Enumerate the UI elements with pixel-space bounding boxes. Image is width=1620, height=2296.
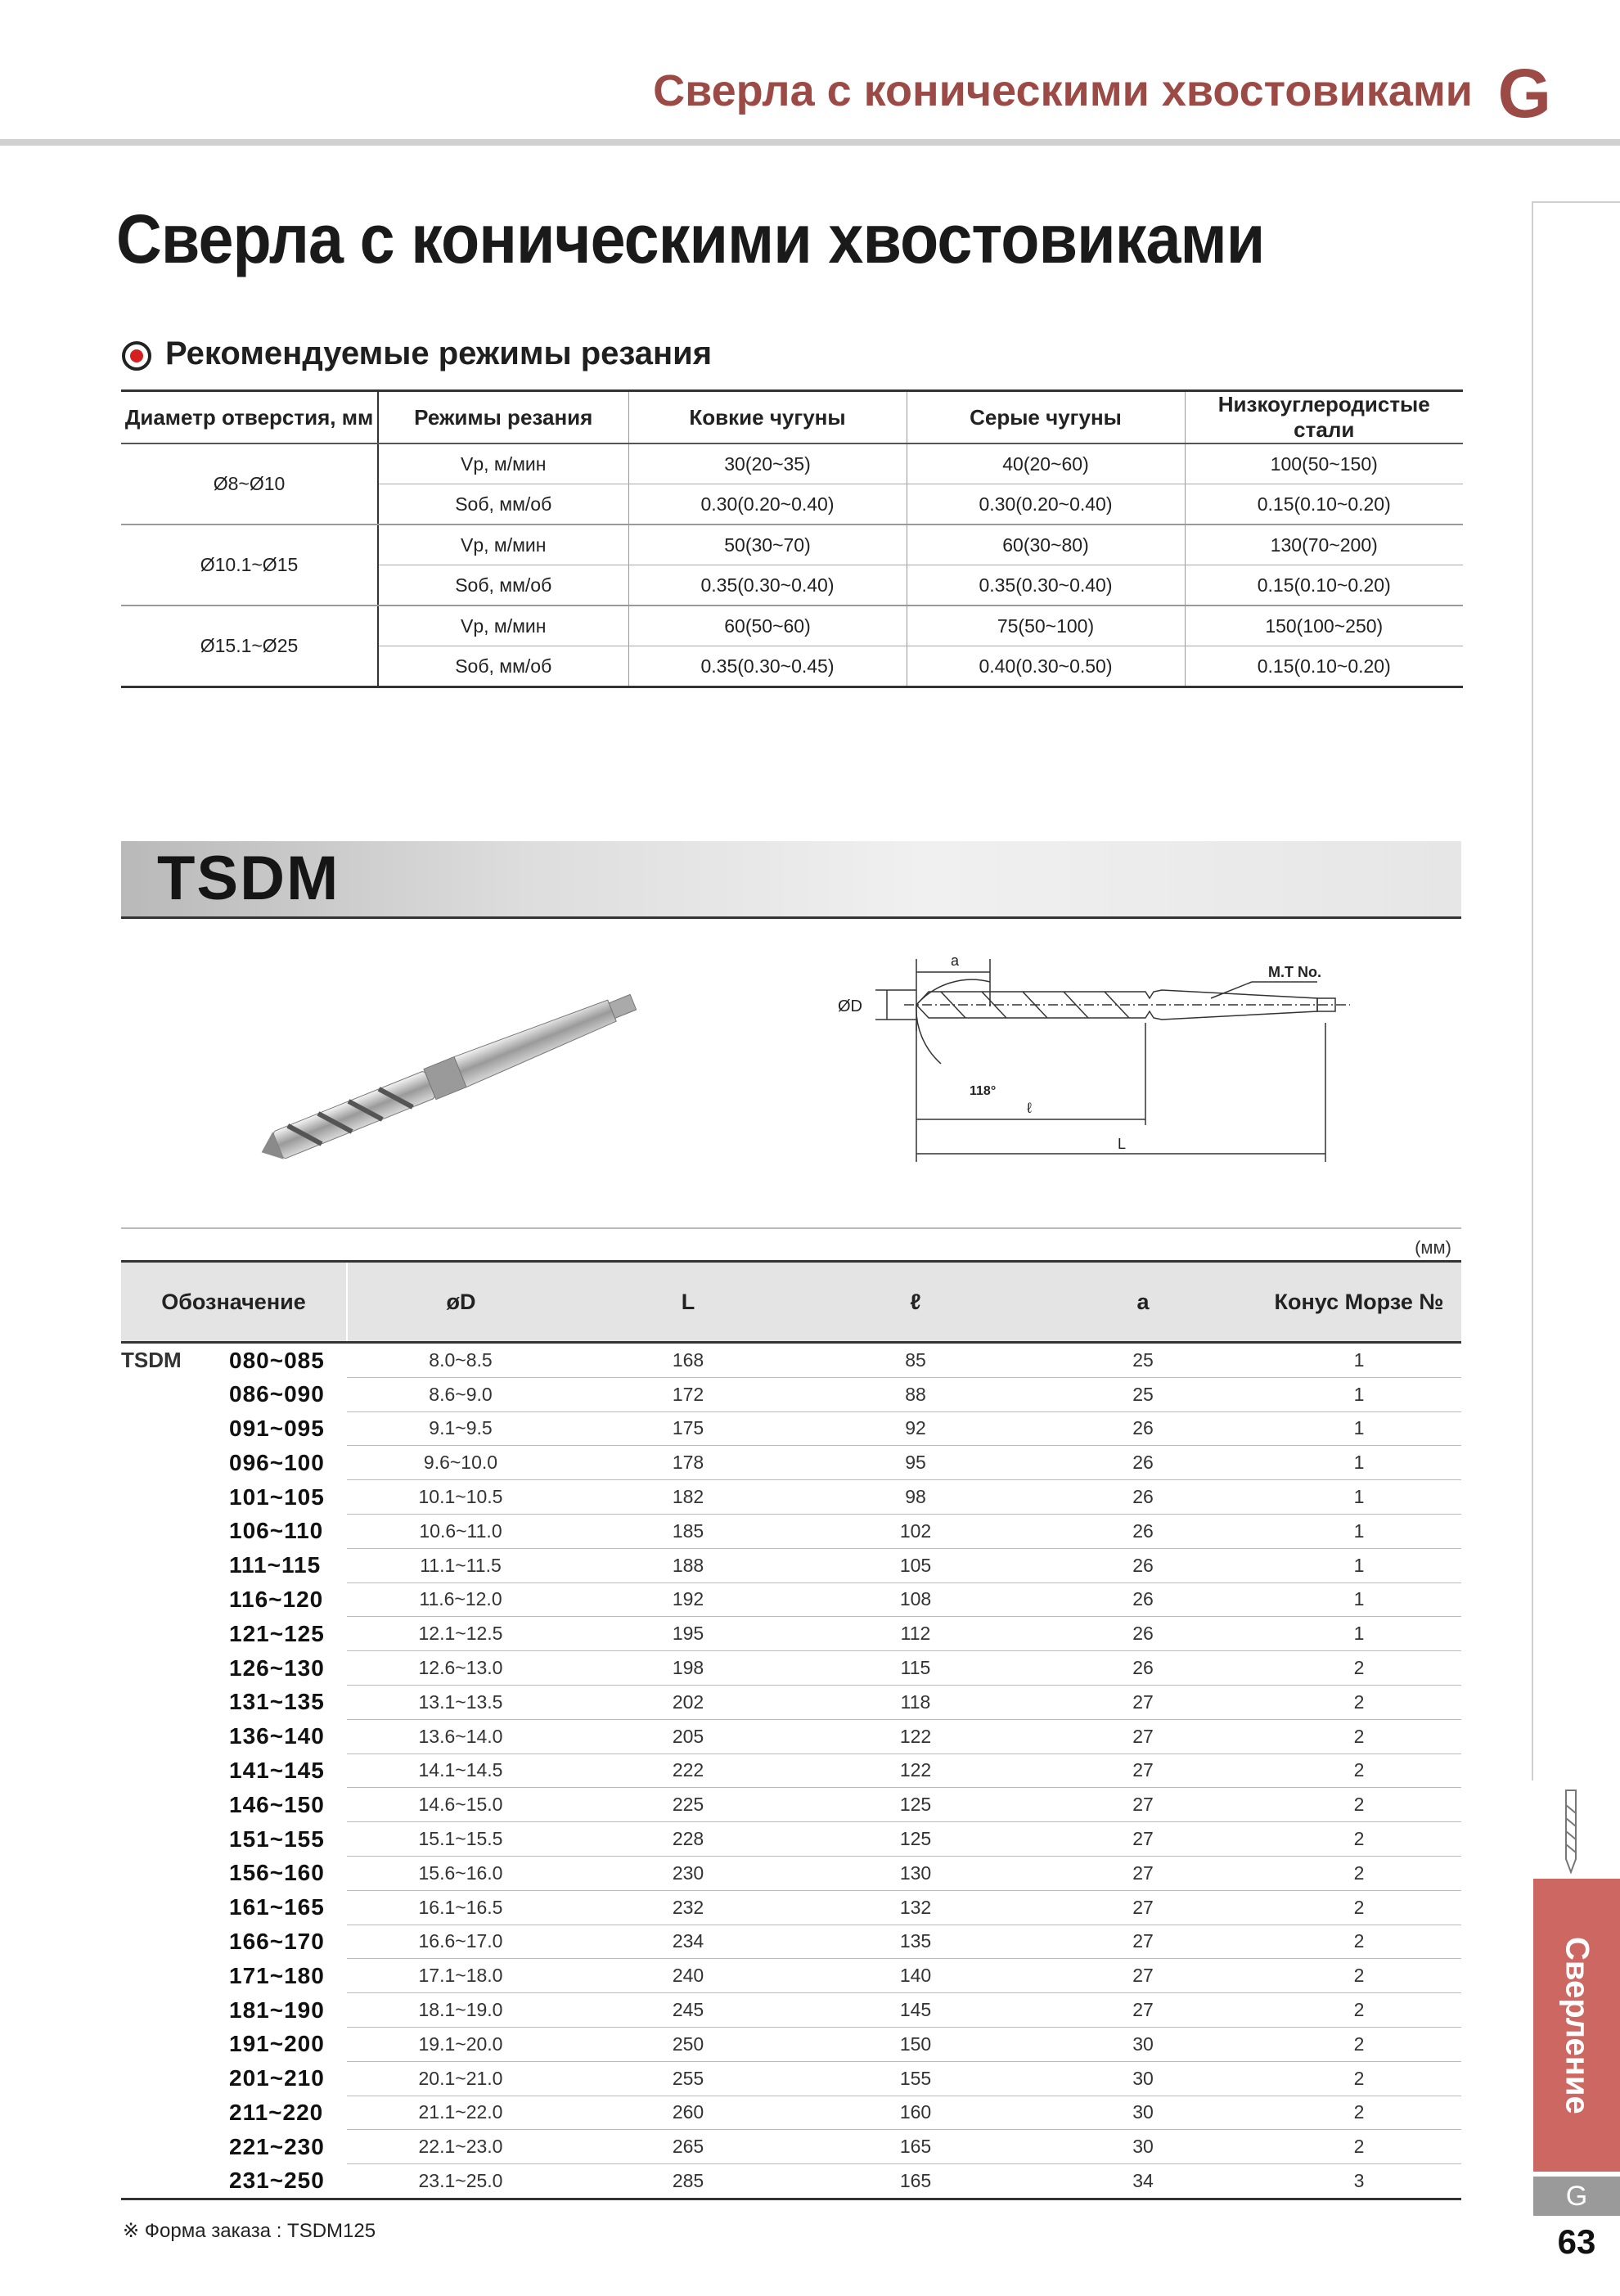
value-cell: 100(50~150) bbox=[1185, 443, 1463, 484]
series-blank bbox=[121, 1925, 216, 1959]
a-cell: 26 bbox=[1029, 1651, 1257, 1686]
diameter-cell: Ø15.1~Ø25 bbox=[121, 606, 378, 687]
spec-table-header bbox=[121, 1262, 1461, 1343]
code-cell: 181~190 bbox=[229, 1997, 325, 2023]
length-cell: 234 bbox=[574, 1925, 802, 1959]
spec-top-rule bbox=[121, 1227, 1461, 1229]
morse-taper-cell: 2 bbox=[1257, 1822, 1461, 1857]
flute-length-cell: 125 bbox=[802, 1788, 1029, 1822]
header-flute-length: ℓ bbox=[802, 1262, 1029, 1343]
header-divider bbox=[0, 139, 1620, 146]
spec-table-body bbox=[121, 1343, 1461, 2199]
header-a: a bbox=[1029, 1262, 1257, 1343]
table-row bbox=[121, 1959, 1461, 1993]
code-cell: 111~115 bbox=[229, 1552, 322, 1578]
morse-taper-cell: 2 bbox=[1257, 1925, 1461, 1959]
od-cell: 10.6~11.0 bbox=[347, 1514, 574, 1548]
morse-taper-cell: 2 bbox=[1257, 1719, 1461, 1754]
od-cell: 20.1~21.0 bbox=[347, 2061, 574, 2096]
length-cell: 178 bbox=[574, 1446, 802, 1480]
series-blank bbox=[121, 1719, 216, 1754]
side-tab[interactable] bbox=[1533, 1879, 1620, 2172]
length-cell: 222 bbox=[574, 1754, 802, 1788]
flute-length-cell: 165 bbox=[802, 2164, 1029, 2199]
flute-length-cell: 85 bbox=[802, 1343, 1029, 1378]
code-cell: 101~105 bbox=[229, 1483, 325, 1510]
length-cell: 230 bbox=[574, 1856, 802, 1890]
a-cell: 27 bbox=[1029, 1788, 1257, 1822]
morse-taper-cell: 2 bbox=[1257, 2130, 1461, 2164]
header-low-carbon-steel: Низкоуглеродистые стали bbox=[1185, 391, 1463, 444]
od-cell: 12.1~12.5 bbox=[347, 1617, 574, 1651]
length-cell: 285 bbox=[574, 2164, 802, 2199]
header-gray-iron: Серые чугуны bbox=[907, 391, 1185, 444]
code-cell: 080~085 bbox=[229, 1347, 325, 1373]
a-cell: 27 bbox=[1029, 1719, 1257, 1754]
flute-length-cell: 95 bbox=[802, 1446, 1029, 1480]
od-cell: 17.1~18.0 bbox=[347, 1959, 574, 1993]
od-cell: 16.1~16.5 bbox=[347, 1890, 574, 1925]
flute-length-cell: 98 bbox=[802, 1480, 1029, 1515]
table-row bbox=[121, 1617, 1461, 1651]
od-cell: 9.6~10.0 bbox=[347, 1446, 574, 1480]
table-row bbox=[121, 2164, 1461, 2199]
table-row bbox=[121, 1514, 1461, 1548]
length-cell: 232 bbox=[574, 1890, 802, 1925]
value-cell: 0.35(0.30~0.40) bbox=[628, 565, 907, 606]
a-cell: 30 bbox=[1029, 2027, 1257, 2061]
header-od: øD bbox=[347, 1262, 574, 1343]
code-cell: 146~150 bbox=[229, 1791, 325, 1817]
od-cell: 10.1~10.5 bbox=[347, 1480, 574, 1515]
length-cell: 240 bbox=[574, 1959, 802, 1993]
morse-taper-cell: 2 bbox=[1257, 1993, 1461, 2028]
table-row bbox=[121, 1856, 1461, 1890]
flute-length-cell: 88 bbox=[802, 1377, 1029, 1411]
table-row bbox=[121, 606, 1463, 646]
series-blank bbox=[121, 1480, 216, 1515]
flute-length-cell: 112 bbox=[802, 1617, 1029, 1651]
code-cell: 141~145 bbox=[229, 1757, 325, 1783]
series-blank bbox=[121, 1446, 216, 1480]
value-cell: 0.35(0.30~0.45) bbox=[628, 646, 907, 687]
series-blank bbox=[121, 1822, 216, 1857]
series-blank bbox=[121, 1617, 216, 1651]
length-cell: 205 bbox=[574, 1719, 802, 1754]
a-cell: 34 bbox=[1029, 2164, 1257, 2199]
series-blank bbox=[121, 2061, 216, 2096]
a-cell: 27 bbox=[1029, 1959, 1257, 1993]
morse-taper-cell: 1 bbox=[1257, 1514, 1461, 1548]
page-title: Сверла с коническими хвостовиками bbox=[116, 200, 1265, 277]
series-blank bbox=[121, 2164, 216, 2199]
a-cell: 26 bbox=[1029, 1514, 1257, 1548]
a-cell: 27 bbox=[1029, 1754, 1257, 1788]
flute-length-cell: 122 bbox=[802, 1719, 1029, 1754]
series-blank bbox=[121, 1856, 216, 1890]
morse-taper-cell: 2 bbox=[1257, 2096, 1461, 2130]
table-row bbox=[121, 1343, 1461, 1378]
param-cell: Vр, м/мин bbox=[378, 443, 628, 484]
flute-length-cell: 155 bbox=[802, 2061, 1029, 2096]
table-row bbox=[121, 1788, 1461, 1822]
series-blank bbox=[121, 1548, 216, 1582]
section-title: Рекомендуемые режимы резания bbox=[165, 335, 713, 371]
a-cell: 30 bbox=[1029, 2130, 1257, 2164]
length-cell: 195 bbox=[574, 1617, 802, 1651]
header-title: Сверла с коническими хвостовиками bbox=[653, 66, 1473, 115]
a-cell: 26 bbox=[1029, 1617, 1257, 1651]
header-length: L bbox=[574, 1262, 802, 1343]
series-name: TSDM bbox=[121, 1348, 182, 1373]
diagram-label-angle: 118° bbox=[970, 1084, 997, 1098]
od-cell: 12.6~13.0 bbox=[347, 1651, 574, 1686]
value-cell: 50(30~70) bbox=[628, 524, 907, 565]
table-row bbox=[121, 1411, 1461, 1446]
series-blank bbox=[121, 1377, 216, 1411]
flute-length-cell: 135 bbox=[802, 1925, 1029, 1959]
morse-taper-cell: 2 bbox=[1257, 1959, 1461, 1993]
table-row bbox=[121, 1377, 1461, 1411]
table-row bbox=[121, 443, 1463, 484]
code-cell: 161~165 bbox=[229, 1894, 325, 1920]
code-cell: 091~095 bbox=[229, 1415, 325, 1441]
morse-taper-cell: 2 bbox=[1257, 2061, 1461, 2096]
table-row bbox=[121, 1446, 1461, 1480]
code-cell: 131~135 bbox=[229, 1689, 325, 1715]
od-cell: 21.1~22.0 bbox=[347, 2096, 574, 2130]
page-number: 63 bbox=[1557, 2222, 1596, 2261]
diagram-label-od: ØD bbox=[838, 997, 862, 1015]
header-mode: Режимы резания bbox=[378, 391, 628, 444]
length-cell: 168 bbox=[574, 1343, 802, 1378]
value-cell: 0.40(0.30~0.50) bbox=[907, 646, 1185, 687]
code-cell: 231~250 bbox=[216, 2164, 347, 2199]
morse-taper-cell: 1 bbox=[1257, 1582, 1461, 1617]
flute-length-cell: 130 bbox=[802, 1856, 1029, 1890]
morse-taper-cell: 1 bbox=[1257, 1446, 1461, 1480]
od-cell: 14.6~15.0 bbox=[347, 1788, 574, 1822]
a-cell: 25 bbox=[1029, 1377, 1257, 1411]
param-cell: Sоб, мм/об bbox=[378, 565, 628, 606]
code-cell: 201~210 bbox=[229, 2065, 325, 2091]
code-cell: 086~090 bbox=[229, 1381, 325, 1407]
od-cell: 11.1~11.5 bbox=[347, 1548, 574, 1582]
value-cell: 60(30~80) bbox=[907, 524, 1185, 565]
a-cell: 26 bbox=[1029, 1582, 1257, 1617]
code-cell: 126~130 bbox=[229, 1654, 325, 1681]
series-blank bbox=[121, 2130, 216, 2164]
a-cell: 26 bbox=[1029, 1548, 1257, 1582]
param-cell: Vр, м/мин bbox=[378, 606, 628, 646]
series-blank bbox=[121, 1685, 216, 1719]
table-row bbox=[121, 524, 1463, 565]
od-cell: 18.1~19.0 bbox=[347, 1993, 574, 2028]
flute-length-cell: 140 bbox=[802, 1959, 1029, 1993]
morse-taper-cell: 1 bbox=[1257, 1377, 1461, 1411]
od-cell: 13.6~14.0 bbox=[347, 1719, 574, 1754]
flute-length-cell: 118 bbox=[802, 1685, 1029, 1719]
od-cell: 19.1~20.0 bbox=[347, 2027, 574, 2061]
header-malleable-iron: Ковкие чугуны bbox=[628, 391, 907, 444]
table-row bbox=[121, 2130, 1461, 2164]
a-cell: 30 bbox=[1029, 2096, 1257, 2130]
code-cell: 171~180 bbox=[229, 1962, 325, 1988]
length-cell: 255 bbox=[574, 2061, 802, 2096]
morse-taper-cell: 1 bbox=[1257, 1411, 1461, 1446]
morse-taper-cell: 2 bbox=[1257, 1890, 1461, 1925]
product-name: TSDM bbox=[157, 844, 340, 913]
length-cell: 185 bbox=[574, 1514, 802, 1548]
flute-length-cell: 125 bbox=[802, 1822, 1029, 1857]
header-designation: Обозначение bbox=[121, 1262, 347, 1343]
a-cell: 25 bbox=[1029, 1343, 1257, 1378]
header-section-letter: G bbox=[1497, 55, 1551, 132]
series-blank bbox=[121, 2027, 216, 2061]
a-cell: 27 bbox=[1029, 1993, 1257, 2028]
value-cell: 0.15(0.10~0.20) bbox=[1185, 484, 1463, 525]
code-cell: 096~100 bbox=[229, 1449, 325, 1475]
flute-length-cell: 122 bbox=[802, 1754, 1029, 1788]
a-cell: 30 bbox=[1029, 2061, 1257, 2096]
rail-top-line bbox=[1532, 201, 1620, 203]
table-row bbox=[121, 1754, 1461, 1788]
series-blank bbox=[121, 1411, 216, 1446]
morse-taper-cell: 1 bbox=[1257, 1343, 1461, 1378]
table-row bbox=[121, 2061, 1461, 2096]
morse-taper-cell: 2 bbox=[1257, 1754, 1461, 1788]
od-cell: 8.6~9.0 bbox=[347, 1377, 574, 1411]
table-row bbox=[121, 1993, 1461, 2028]
code-cell: 221~230 bbox=[229, 2133, 325, 2159]
od-cell: 16.6~17.0 bbox=[347, 1925, 574, 1959]
length-cell: 192 bbox=[574, 1582, 802, 1617]
od-cell: 15.1~15.5 bbox=[347, 1822, 574, 1857]
series-blank bbox=[121, 1890, 216, 1925]
od-cell: 11.6~12.0 bbox=[347, 1582, 574, 1617]
series-blank bbox=[121, 1788, 216, 1822]
diagram-label-flute-length: ℓ bbox=[1027, 1100, 1032, 1116]
code-cell: 106~110 bbox=[229, 1518, 324, 1544]
value-cell: 40(20~60) bbox=[907, 443, 1185, 484]
length-cell: 228 bbox=[574, 1822, 802, 1857]
table-row bbox=[121, 2096, 1461, 2130]
bullet-target-icon bbox=[121, 340, 152, 371]
length-cell: 188 bbox=[574, 1548, 802, 1582]
param-cell: Sоб, мм/об bbox=[378, 646, 628, 687]
flute-length-cell: 150 bbox=[802, 2027, 1029, 2061]
drill-icon bbox=[1556, 1789, 1586, 1874]
length-cell: 245 bbox=[574, 1993, 802, 2028]
code-cell: 116~120 bbox=[229, 1586, 324, 1612]
od-cell: 9.1~9.5 bbox=[347, 1411, 574, 1446]
code-cell: 191~200 bbox=[229, 2031, 325, 2057]
cutting-table-header bbox=[121, 391, 1463, 444]
series-blank bbox=[121, 1514, 216, 1548]
length-cell: 172 bbox=[574, 1377, 802, 1411]
a-cell: 27 bbox=[1029, 1890, 1257, 1925]
series-blank bbox=[121, 1754, 216, 1788]
rail-line bbox=[1532, 201, 1533, 1781]
table-row bbox=[121, 1890, 1461, 1925]
a-cell: 27 bbox=[1029, 1925, 1257, 1959]
morse-taper-cell: 2 bbox=[1257, 1651, 1461, 1686]
morse-taper-cell: 1 bbox=[1257, 1480, 1461, 1515]
code-cell: 151~155 bbox=[229, 1826, 325, 1852]
param-cell: Sоб, мм/об bbox=[378, 484, 628, 525]
od-cell: 8.0~8.5 bbox=[347, 1343, 574, 1378]
morse-taper-cell: 1 bbox=[1257, 1617, 1461, 1651]
morse-taper-cell: 2 bbox=[1257, 1685, 1461, 1719]
spec-table bbox=[121, 1260, 1461, 2200]
side-tab-label: Сверление bbox=[1559, 1936, 1595, 2114]
flute-length-cell: 160 bbox=[802, 2096, 1029, 2130]
morse-taper-cell: 2 bbox=[1257, 1788, 1461, 1822]
value-cell: 130(70~200) bbox=[1185, 524, 1463, 565]
table-row bbox=[121, 1685, 1461, 1719]
code-cell: 166~170 bbox=[229, 1928, 325, 1954]
table-row bbox=[121, 1822, 1461, 1857]
a-cell: 26 bbox=[1029, 1480, 1257, 1515]
a-cell: 27 bbox=[1029, 1822, 1257, 1857]
od-cell: 13.1~13.5 bbox=[347, 1685, 574, 1719]
table-row bbox=[121, 1548, 1461, 1582]
table-row bbox=[121, 2027, 1461, 2061]
series-blank bbox=[121, 1582, 216, 1617]
length-cell: 198 bbox=[574, 1651, 802, 1686]
code-cell: 121~125 bbox=[229, 1620, 325, 1646]
side-tab-letter: G bbox=[1533, 2177, 1620, 2216]
morse-taper-cell: 3 bbox=[1257, 2164, 1461, 2199]
flute-length-cell: 92 bbox=[802, 1411, 1029, 1446]
flute-length-cell: 102 bbox=[802, 1514, 1029, 1548]
header-morse-taper: Конус Морзе № bbox=[1257, 1262, 1461, 1343]
od-cell: 22.1~23.0 bbox=[347, 2130, 574, 2164]
a-cell: 26 bbox=[1029, 1411, 1257, 1446]
length-cell: 182 bbox=[574, 1480, 802, 1515]
table-row bbox=[121, 1719, 1461, 1754]
length-cell: 265 bbox=[574, 2130, 802, 2164]
value-cell: 0.30(0.20~0.40) bbox=[628, 484, 907, 525]
code-cell: 156~160 bbox=[229, 1860, 325, 1886]
length-cell: 202 bbox=[574, 1685, 802, 1719]
value-cell: 60(50~60) bbox=[628, 606, 907, 646]
length-cell: 250 bbox=[574, 2027, 802, 2061]
value-cell: 150(100~250) bbox=[1185, 606, 1463, 646]
morse-taper-cell: 2 bbox=[1257, 1856, 1461, 1890]
header-diameter: Диаметр отверстия, мм bbox=[121, 391, 378, 444]
length-cell: 260 bbox=[574, 2096, 802, 2130]
drill-dimension-diagram bbox=[826, 949, 1366, 1170]
table-row bbox=[121, 1582, 1461, 1617]
diagram-label-mt: M.T No. bbox=[1268, 964, 1321, 980]
drill-photo bbox=[245, 966, 671, 1178]
order-note: ※ Форма заказа : TSDM125 bbox=[123, 2220, 376, 2242]
value-cell: 0.15(0.10~0.20) bbox=[1185, 646, 1463, 687]
param-cell: Vр, м/мин bbox=[378, 524, 628, 565]
value-cell: 30(20~35) bbox=[628, 443, 907, 484]
length-cell: 175 bbox=[574, 1411, 802, 1446]
morse-taper-cell: 2 bbox=[1257, 2027, 1461, 2061]
diameter-cell: Ø8~Ø10 bbox=[121, 443, 378, 524]
od-cell: 14.1~14.5 bbox=[347, 1754, 574, 1788]
diameter-cell: Ø10.1~Ø15 bbox=[121, 524, 378, 606]
series-blank bbox=[121, 1959, 216, 1993]
value-cell: 75(50~100) bbox=[907, 606, 1185, 646]
series-blank bbox=[121, 2096, 216, 2130]
morse-taper-cell: 1 bbox=[1257, 1548, 1461, 1582]
value-cell: 0.15(0.10~0.20) bbox=[1185, 565, 1463, 606]
value-cell: 0.35(0.30~0.40) bbox=[907, 565, 1185, 606]
table-row bbox=[121, 1480, 1461, 1515]
flute-length-cell: 115 bbox=[802, 1651, 1029, 1686]
a-cell: 27 bbox=[1029, 1856, 1257, 1890]
product-banner-underline bbox=[121, 916, 1461, 919]
a-cell: 27 bbox=[1029, 1685, 1257, 1719]
flute-length-cell: 105 bbox=[802, 1548, 1029, 1582]
value-cell: 0.30(0.20~0.40) bbox=[907, 484, 1185, 525]
diagram-label-total-length: L bbox=[1118, 1136, 1127, 1152]
table-row bbox=[121, 1925, 1461, 1959]
series-blank bbox=[121, 1993, 216, 2028]
code-cell: 211~220 bbox=[229, 2099, 324, 2125]
cutting-conditions-table bbox=[121, 389, 1463, 688]
od-cell: 23.1~25.0 bbox=[347, 2164, 574, 2199]
series-blank bbox=[121, 1651, 216, 1686]
flute-length-cell: 108 bbox=[802, 1582, 1029, 1617]
diagram-label-a: a bbox=[951, 952, 960, 969]
flute-length-cell: 165 bbox=[802, 2130, 1029, 2164]
units-label: (мм) bbox=[1415, 1237, 1451, 1258]
a-cell: 26 bbox=[1029, 1446, 1257, 1480]
od-cell: 15.6~16.0 bbox=[347, 1856, 574, 1890]
flute-length-cell: 132 bbox=[802, 1890, 1029, 1925]
flute-length-cell: 145 bbox=[802, 1993, 1029, 2028]
table-row bbox=[121, 1651, 1461, 1686]
length-cell: 225 bbox=[574, 1788, 802, 1822]
code-cell: 136~140 bbox=[229, 1723, 325, 1749]
